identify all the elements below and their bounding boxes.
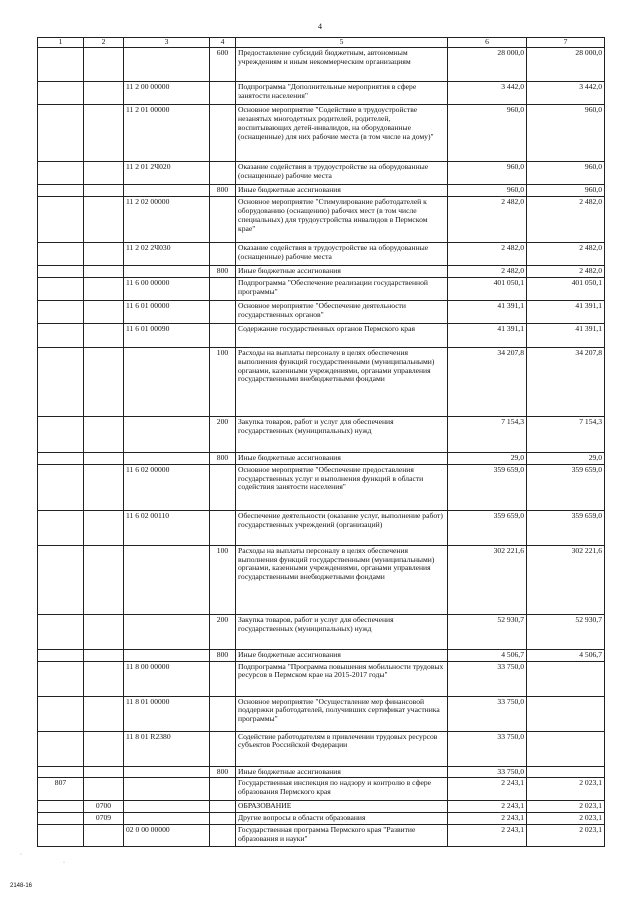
ministry-code-cell bbox=[38, 649, 84, 661]
target-article-cell bbox=[124, 545, 210, 614]
section-code-cell bbox=[84, 696, 124, 731]
description-cell: Оказание содействия в трудоустройстве на оборудованные (оснащенные) рабочие места bbox=[236, 161, 448, 184]
table-row bbox=[38, 778, 605, 801]
amount-2018-cell bbox=[527, 661, 605, 696]
section-code-cell bbox=[84, 300, 124, 323]
ministry-code-cell bbox=[38, 766, 84, 778]
description-cell: Государственная программа Пермского края "Развитие образования и науки" bbox=[236, 825, 448, 847]
ministry-code-cell bbox=[38, 242, 84, 265]
target-article-cell bbox=[124, 778, 210, 801]
ministry-code-cell bbox=[38, 81, 84, 104]
section-code-cell bbox=[84, 196, 124, 242]
description-cell: Подпрограмма "Дополнительные мероприятия в сфере занятости населения" bbox=[236, 81, 448, 104]
ministry-code-cell bbox=[38, 452, 84, 464]
ministry-code-cell bbox=[38, 104, 84, 161]
ministry-code-cell: 807 bbox=[38, 778, 84, 801]
expense-type-cell: 800 bbox=[210, 184, 236, 196]
section-code-cell bbox=[84, 184, 124, 196]
description-cell: Другие вопросы в области образования bbox=[236, 813, 448, 825]
description-cell: Обеспечение деятельности (оказание услуг, выполнение работ) государственных учреждений (организаций) bbox=[236, 510, 448, 545]
amount-2017-cell: 33 750,0 bbox=[448, 661, 527, 696]
description-cell: Основное мероприятие "Обеспечение деятельности государственных органов" bbox=[236, 300, 448, 323]
ministry-code-cell bbox=[38, 801, 84, 813]
table-header-row bbox=[38, 38, 605, 48]
section-code-cell bbox=[84, 661, 124, 696]
description-cell: Основное мероприятие "Содействие в трудоустройстве незанятых многодетных родителей, родителей, воспитывающих детей-инвалидов, на оборудованные (оснащенные) для них рабочие места (в том числе на дому)" bbox=[236, 104, 448, 161]
ministry-code-cell bbox=[38, 813, 84, 825]
section-code-cell bbox=[84, 347, 124, 416]
amount-2018-cell: 359 659,0 bbox=[527, 510, 605, 545]
ministry-code-cell bbox=[38, 614, 84, 649]
description-cell: Основное мероприятие "Обеспечение предоставления государственных услуг и выполнения функций в области содействия занятости населения" bbox=[236, 464, 448, 510]
target-article-cell bbox=[124, 766, 210, 778]
table-row bbox=[38, 81, 605, 104]
amount-2017-cell: 33 750,0 bbox=[448, 731, 527, 766]
table-row bbox=[38, 242, 605, 265]
table-row bbox=[38, 731, 605, 766]
section-code-cell bbox=[84, 545, 124, 614]
header-cell: 6 bbox=[448, 38, 527, 48]
description-cell: Закупка товаров, работ и услуг для обеспечения государственных (муниципальных) нужд bbox=[236, 416, 448, 452]
section-code-cell bbox=[84, 614, 124, 649]
description-cell: Иные бюджетные ассигнования bbox=[236, 265, 448, 277]
expense-type-cell bbox=[210, 510, 236, 545]
expense-type-cell bbox=[210, 161, 236, 184]
amount-2018-cell: 7 154,3 bbox=[527, 416, 605, 452]
ministry-code-cell bbox=[38, 464, 84, 510]
amount-2018-cell: 2 482,0 bbox=[527, 265, 605, 277]
amount-2017-cell: 41 391,1 bbox=[448, 300, 527, 323]
expense-type-cell bbox=[210, 196, 236, 242]
expense-type-cell bbox=[210, 813, 236, 825]
amount-2017-cell: 4 506,7 bbox=[448, 649, 527, 661]
ministry-code-cell bbox=[38, 416, 84, 452]
target-article-cell: 11 8 00 00000 bbox=[124, 661, 210, 696]
section-code-cell bbox=[84, 825, 124, 847]
description-cell: Содержание государственных органов Пермского края bbox=[236, 323, 448, 347]
expense-type-cell bbox=[210, 778, 236, 801]
table-row bbox=[38, 300, 605, 323]
description-cell: Подпрограмма "Программа повышения мобильности трудовых ресурсов в Пермском крае на 2015-2017 годы" bbox=[236, 661, 448, 696]
table-row bbox=[38, 801, 605, 813]
description-cell: Подпрограмма "Обеспечение реализации государственной программы" bbox=[236, 277, 448, 300]
target-article-cell bbox=[124, 649, 210, 661]
table-row bbox=[38, 661, 605, 696]
target-article-cell: 11 2 01 2Ч020 bbox=[124, 161, 210, 184]
amount-2017-cell: 41 391,1 bbox=[448, 323, 527, 347]
amount-2018-cell: 2 023,1 bbox=[527, 813, 605, 825]
target-article-cell: 11 8 01 R2380 bbox=[124, 731, 210, 766]
target-article-cell: 11 2 02 00000 bbox=[124, 196, 210, 242]
target-article-cell: 11 6 02 00000 bbox=[124, 464, 210, 510]
table-row bbox=[38, 161, 605, 184]
section-code-cell bbox=[84, 323, 124, 347]
table-row bbox=[38, 416, 605, 452]
amount-2018-cell: 2 023,1 bbox=[527, 778, 605, 801]
section-code-cell bbox=[84, 778, 124, 801]
section-code-cell: 0709 bbox=[84, 813, 124, 825]
page-number: 4 bbox=[318, 22, 322, 31]
table-row bbox=[38, 347, 605, 416]
expense-type-cell: 100 bbox=[210, 347, 236, 416]
amount-2018-cell bbox=[527, 731, 605, 766]
expense-type-cell bbox=[210, 242, 236, 265]
document-id: 2148-16 bbox=[10, 883, 33, 889]
amount-2018-cell: 2 023,1 bbox=[527, 825, 605, 847]
table-row bbox=[38, 323, 605, 347]
ministry-code-cell bbox=[38, 545, 84, 614]
amount-2017-cell: 2 482,0 bbox=[448, 242, 527, 265]
ministry-code-cell bbox=[38, 265, 84, 277]
section-code-cell bbox=[84, 161, 124, 184]
description-cell: ОБРАЗОВАНИЕ bbox=[236, 801, 448, 813]
target-article-cell bbox=[124, 452, 210, 464]
amount-2017-cell: 33 750,0 bbox=[448, 696, 527, 731]
header-cell: 3 bbox=[124, 38, 210, 48]
section-code-cell bbox=[84, 47, 124, 81]
table-row bbox=[38, 614, 605, 649]
ministry-code-cell bbox=[38, 47, 84, 81]
section-code-cell bbox=[84, 242, 124, 265]
amount-2018-cell: 401 050,1 bbox=[527, 277, 605, 300]
table-row bbox=[38, 813, 605, 825]
expense-type-cell: 800 bbox=[210, 452, 236, 464]
table-row bbox=[38, 696, 605, 731]
amount-2018-cell: 960,0 bbox=[527, 161, 605, 184]
expense-type-cell: 200 bbox=[210, 416, 236, 452]
amount-2017-cell: 33 750,0 bbox=[448, 766, 527, 778]
expense-type-cell bbox=[210, 300, 236, 323]
header-cell: 5 bbox=[236, 38, 448, 48]
expense-type-cell: 200 bbox=[210, 614, 236, 649]
table-row bbox=[38, 766, 605, 778]
description-cell: Иные бюджетные ассигнования bbox=[236, 766, 448, 778]
amount-2017-cell: 960,0 bbox=[448, 184, 527, 196]
amount-2017-cell: 7 154,3 bbox=[448, 416, 527, 452]
expense-type-cell: 100 bbox=[210, 545, 236, 614]
amount-2017-cell: 401 050,1 bbox=[448, 277, 527, 300]
description-cell: Оказание содействия в трудоустройстве на оборудованные (оснащенные) рабочие места bbox=[236, 242, 448, 265]
amount-2018-cell: 34 207,8 bbox=[527, 347, 605, 416]
target-article-cell: 11 6 02 00110 bbox=[124, 510, 210, 545]
ministry-code-cell bbox=[38, 347, 84, 416]
header-cell: 2 bbox=[84, 38, 124, 48]
expense-type-cell bbox=[210, 731, 236, 766]
description-cell: Предоставление субсидий бюджетным, автономным учреждениям и иным некоммерческим организациям bbox=[236, 47, 448, 81]
section-code-cell bbox=[84, 277, 124, 300]
amount-2018-cell: 2 482,0 bbox=[527, 196, 605, 242]
amount-2017-cell: 359 659,0 bbox=[448, 510, 527, 545]
amount-2017-cell: 2 243,1 bbox=[448, 813, 527, 825]
amount-2018-cell: 3 442,0 bbox=[527, 81, 605, 104]
amount-2017-cell: 2 243,1 bbox=[448, 801, 527, 813]
expense-type-cell bbox=[210, 825, 236, 847]
amount-2018-cell: 4 506,7 bbox=[527, 649, 605, 661]
amount-2017-cell: 34 207,8 bbox=[448, 347, 527, 416]
amount-2017-cell: 359 659,0 bbox=[448, 464, 527, 510]
amount-2018-cell bbox=[527, 766, 605, 778]
amount-2018-cell: 302 221,6 bbox=[527, 545, 605, 614]
amount-2018-cell: 41 391,1 bbox=[527, 300, 605, 323]
amount-2018-cell: 52 930,7 bbox=[527, 614, 605, 649]
amount-2017-cell: 2 482,0 bbox=[448, 265, 527, 277]
expense-type-cell bbox=[210, 81, 236, 104]
target-article-cell bbox=[124, 265, 210, 277]
section-code-cell: 0700 bbox=[84, 801, 124, 813]
target-article-cell: 11 6 01 00000 bbox=[124, 300, 210, 323]
table-row bbox=[38, 184, 605, 196]
ministry-code-cell bbox=[38, 696, 84, 731]
amount-2018-cell: 2 482,0 bbox=[527, 242, 605, 265]
scan-mark: · bbox=[63, 860, 65, 866]
header-cell: 4 bbox=[210, 38, 236, 48]
target-article-cell bbox=[124, 801, 210, 813]
target-article-cell: 11 2 01 00000 bbox=[124, 104, 210, 161]
table-row bbox=[38, 104, 605, 161]
ministry-code-cell bbox=[38, 184, 84, 196]
expense-type-cell bbox=[210, 696, 236, 731]
amount-2018-cell: 41 391,1 bbox=[527, 323, 605, 347]
amount-2017-cell: 29,0 bbox=[448, 452, 527, 464]
ministry-code-cell bbox=[38, 277, 84, 300]
amount-2018-cell: 960,0 bbox=[527, 104, 605, 161]
amount-2018-cell: 28 000,0 bbox=[527, 47, 605, 81]
table-row bbox=[38, 452, 605, 464]
description-cell: Основное мероприятие "Осуществление мер финансовой поддержки работодателей, получивших сертификат участника программы" bbox=[236, 696, 448, 731]
section-code-cell bbox=[84, 81, 124, 104]
target-article-cell: 11 8 01 00000 bbox=[124, 696, 210, 731]
table-row bbox=[38, 464, 605, 510]
amount-2018-cell: 359 659,0 bbox=[527, 464, 605, 510]
table-row bbox=[38, 277, 605, 300]
ministry-code-cell bbox=[38, 661, 84, 696]
expense-type-cell bbox=[210, 464, 236, 510]
scan-mark: · bbox=[20, 852, 22, 858]
ministry-code-cell bbox=[38, 196, 84, 242]
ministry-code-cell bbox=[38, 510, 84, 545]
amount-2018-cell: 960,0 bbox=[527, 184, 605, 196]
amount-2017-cell: 52 930,7 bbox=[448, 614, 527, 649]
target-article-cell bbox=[124, 416, 210, 452]
description-cell: Государственная инспекция по надзору и контролю в сфере образования Пермского края bbox=[236, 778, 448, 801]
target-article-cell: 11 2 00 00000 bbox=[124, 81, 210, 104]
description-cell: Расходы на выплаты персоналу в целях обеспечения выполнения функций государственными (муниципальными) органами, казенными учреждениями, органами управления государственными внебюджетными фондами bbox=[236, 347, 448, 416]
expense-type-cell bbox=[210, 661, 236, 696]
description-cell: Иные бюджетные ассигнования bbox=[236, 649, 448, 661]
table-row bbox=[38, 265, 605, 277]
target-article-cell bbox=[124, 813, 210, 825]
target-article-cell: 11 6 01 00090 bbox=[124, 323, 210, 347]
target-article-cell bbox=[124, 347, 210, 416]
section-code-cell bbox=[84, 510, 124, 545]
table-row bbox=[38, 649, 605, 661]
section-code-cell bbox=[84, 416, 124, 452]
ministry-code-cell bbox=[38, 825, 84, 847]
description-cell: Расходы на выплаты персоналу в целях обеспечения выполнения функций государственными (муниципальными) органами, казенными учреждениями, органами управления государственными внебюджетными фондами bbox=[236, 545, 448, 614]
header-cell: 1 bbox=[38, 38, 84, 48]
amount-2017-cell: 960,0 bbox=[448, 104, 527, 161]
target-article-cell bbox=[124, 614, 210, 649]
table-row bbox=[38, 545, 605, 614]
section-code-cell bbox=[84, 766, 124, 778]
target-article-cell bbox=[124, 47, 210, 81]
expense-type-cell: 800 bbox=[210, 766, 236, 778]
description-cell: Закупка товаров, работ и услуг для обеспечения государственных (муниципальных) нужд bbox=[236, 614, 448, 649]
expense-type-cell: 800 bbox=[210, 649, 236, 661]
expense-type-cell bbox=[210, 277, 236, 300]
section-code-cell bbox=[84, 731, 124, 766]
amount-2017-cell: 3 442,0 bbox=[448, 81, 527, 104]
expense-type-cell bbox=[210, 104, 236, 161]
amount-2017-cell: 2 482,0 bbox=[448, 196, 527, 242]
target-article-cell bbox=[124, 184, 210, 196]
amount-2017-cell: 2 243,1 bbox=[448, 778, 527, 801]
expense-type-cell: 600 bbox=[210, 47, 236, 81]
description-cell: Иные бюджетные ассигнования bbox=[236, 184, 448, 196]
amount-2017-cell: 2 243,1 bbox=[448, 825, 527, 847]
expense-type-cell bbox=[210, 323, 236, 347]
amount-2017-cell: 960,0 bbox=[448, 161, 527, 184]
header-cell: 7 bbox=[527, 38, 605, 48]
section-code-cell bbox=[84, 464, 124, 510]
ministry-code-cell bbox=[38, 731, 84, 766]
ministry-code-cell bbox=[38, 323, 84, 347]
table-row bbox=[38, 196, 605, 242]
amount-2018-cell bbox=[527, 696, 605, 731]
ministry-code-cell bbox=[38, 161, 84, 184]
target-article-cell: 11 2 02 2Ч030 bbox=[124, 242, 210, 265]
description-cell: Иные бюджетные ассигнования bbox=[236, 452, 448, 464]
table-row bbox=[38, 825, 605, 847]
section-code-cell bbox=[84, 649, 124, 661]
section-code-cell bbox=[84, 265, 124, 277]
budget-table bbox=[37, 37, 605, 847]
section-code-cell bbox=[84, 452, 124, 464]
section-code-cell bbox=[84, 104, 124, 161]
description-cell: Основное мероприятие "Стимулирование работодателей к оборудованию (оснащению) рабочих мест (в том числе специальных) для трудоустройства инвалидов в Пермском крае" bbox=[236, 196, 448, 242]
amount-2018-cell: 2 023,1 bbox=[527, 801, 605, 813]
amount-2018-cell: 29,0 bbox=[527, 452, 605, 464]
expense-type-cell bbox=[210, 801, 236, 813]
target-article-cell: 02 0 00 00000 bbox=[124, 825, 210, 847]
table-row bbox=[38, 510, 605, 545]
target-article-cell: 11 6 00 00000 bbox=[124, 277, 210, 300]
description-cell: Содействие работодателям в привлечении трудовых ресурсов субъектов Российской Федерации bbox=[236, 731, 448, 766]
amount-2017-cell: 302 221,6 bbox=[448, 545, 527, 614]
table-row bbox=[38, 47, 605, 81]
ministry-code-cell bbox=[38, 300, 84, 323]
expense-type-cell: 800 bbox=[210, 265, 236, 277]
amount-2017-cell: 28 000,0 bbox=[448, 47, 527, 81]
